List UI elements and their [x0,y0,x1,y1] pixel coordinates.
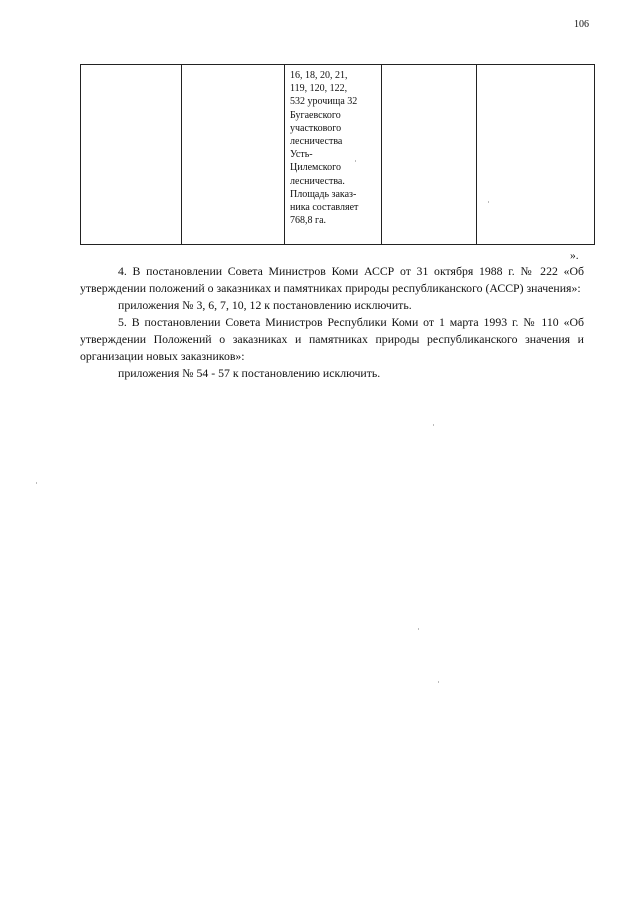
table-continuation [80,64,595,245]
paragraph-5-clause: приложения № 54 - 57 к постановлению исключить. [118,366,381,380]
paragraph-5: 5. В постановлении Совета Министров Республики Коми от 1 марта 1993 г. № 110 «Об утверждении Положений о заказниках и памятниках природы республиканского значения и организации новых заказников»: [80,315,584,363]
table-cell-4-text [382,65,476,69]
scan-speck [438,681,439,683]
table-cell-5 [477,65,594,244]
table-cell-2-text [182,65,284,69]
scan-speck [488,201,489,203]
table-cell-3 [285,65,382,244]
table-cell-1-text [81,65,181,69]
scan-speck [36,482,37,484]
table-cell-5-text [477,65,594,69]
table-cell-1 [81,65,182,244]
table-cell-3-text: 16, 18, 20, 21, 119, 120, 122, 532 урочища 32 Бугаевского участкового лесничества Усть- Цилемского лесничества. Площадь заказ- ника составляет 768,8 га. [290,70,359,227]
page-number: 106 [574,19,589,30]
scan-speck [433,424,434,426]
document-body [80,263,584,382]
paragraph-4: 4. В постановлении Совета Министров Коми АССР от 31 октября 1988 г. № 222 «Об утверждении положений о заказниках и памятниках природы республиканского (АССР) значения»: [80,264,584,295]
table-cell-4 [382,65,477,244]
table-cell-2 [182,65,285,244]
paragraph-4-clause: приложения № 3, 6, 7, 10, 12 к постановлению исключить. [118,298,412,312]
scan-speck [418,628,419,630]
closing-quote: ». [570,250,579,262]
scan-speck [355,160,356,162]
